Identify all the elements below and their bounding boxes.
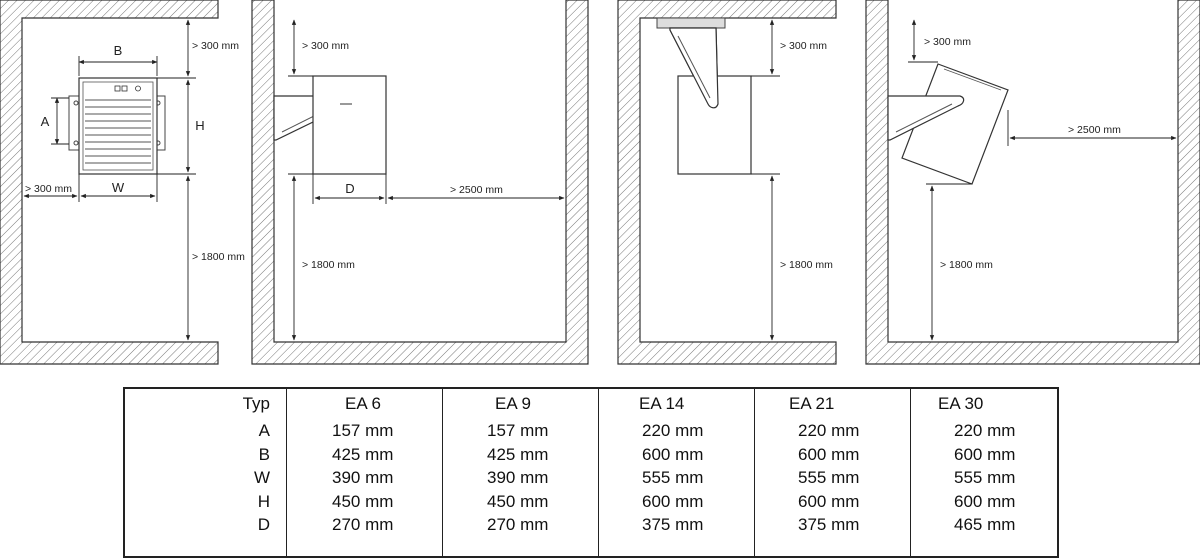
table-column-ea9: [443, 388, 599, 557]
column-header-model: EA 21: [789, 394, 835, 413]
heater-unit-side: [313, 76, 386, 174]
column-header-model: EA 6: [345, 394, 381, 413]
dim-floor-clearance: > 1800 mm: [192, 251, 245, 263]
row-label-h: H: [257, 491, 270, 511]
table-cell: 450 mm: [332, 491, 394, 511]
table-cell: 375 mm: [642, 515, 704, 535]
table-cell: 555 mm: [798, 468, 860, 488]
label-w: W: [111, 180, 125, 195]
table-cell: 425 mm: [332, 444, 394, 464]
table-column-ea14: [599, 388, 755, 557]
table-cell: 450 mm: [487, 491, 549, 511]
table-row-labels-column: [124, 388, 287, 557]
dim-top-clearance: > 300 mm: [780, 40, 827, 52]
panel-tilted-mount: [866, 0, 1200, 364]
label-d: D: [345, 181, 355, 196]
table-column-ea21: [755, 388, 911, 557]
table-cell: 375 mm: [798, 515, 860, 535]
column-header-model: EA 9: [495, 394, 531, 413]
wall-hatch: [0, 0, 218, 364]
table-cell: 270 mm: [332, 515, 394, 535]
dim-floor-clearance: > 1800 mm: [302, 259, 355, 271]
dim-side-clearance: > 2500 mm: [450, 184, 503, 196]
table-cell: 157 mm: [332, 421, 394, 440]
table-header-typ: Typ: [242, 394, 270, 413]
table-cell: 425 mm: [487, 444, 549, 464]
label-a: A: [40, 114, 50, 129]
table-cell: 600 mm: [642, 491, 704, 511]
dim-floor-clearance: > 1800 mm: [940, 259, 993, 271]
dim-side-clearance: > 2500 mm: [1068, 124, 1121, 136]
table-cell: 600 mm: [954, 491, 1016, 511]
table-cell: 555 mm: [642, 468, 704, 488]
column-header-model: EA 30: [938, 394, 984, 413]
dimensions-table: [123, 387, 1059, 558]
table-cell: 600 mm: [954, 444, 1016, 464]
panel-wall-mount-front: [0, 0, 245, 364]
panel-wall-mount-side: [252, 0, 588, 364]
heater-unit-front: [69, 78, 165, 174]
table-column-ea6: [287, 388, 443, 557]
table-cell: 600 mm: [642, 444, 704, 464]
table-cell: 390 mm: [487, 468, 549, 488]
table-cell: 157 mm: [487, 421, 549, 440]
panel-ceiling-mount: [618, 0, 836, 364]
row-label-b: B: [258, 444, 270, 464]
table-cell: 220 mm: [642, 421, 704, 440]
dim-top-clearance: > 300 mm: [302, 40, 349, 52]
wall-hatch: [618, 0, 836, 364]
wall-hatch: [252, 0, 588, 364]
label-b: B: [113, 43, 123, 58]
dim-top-clearance: > 300 mm: [192, 40, 239, 52]
dim-floor-clearance: > 1800 mm: [780, 259, 833, 271]
table-cell: 465 mm: [954, 515, 1016, 535]
table-cell: 600 mm: [798, 444, 860, 464]
row-label-a: A: [258, 421, 270, 440]
table-column-ea30: [911, 388, 1059, 557]
column-header-model: EA 14: [639, 394, 685, 413]
table-cell: 390 mm: [332, 468, 394, 488]
dim-top-clearance: > 300 mm: [924, 36, 971, 48]
row-label-w: W: [253, 468, 270, 488]
table-cell: 270 mm: [487, 515, 549, 535]
wall-hatch: [866, 0, 1200, 364]
label-h: H: [195, 118, 205, 133]
table-cell: 220 mm: [798, 421, 860, 440]
table-cell: 220 mm: [954, 421, 1016, 440]
dim-left-clearance: > 300 mm: [25, 183, 72, 195]
row-label-d: D: [257, 515, 270, 535]
table-cell: 555 mm: [954, 468, 1016, 488]
table-cell: 600 mm: [798, 491, 860, 511]
